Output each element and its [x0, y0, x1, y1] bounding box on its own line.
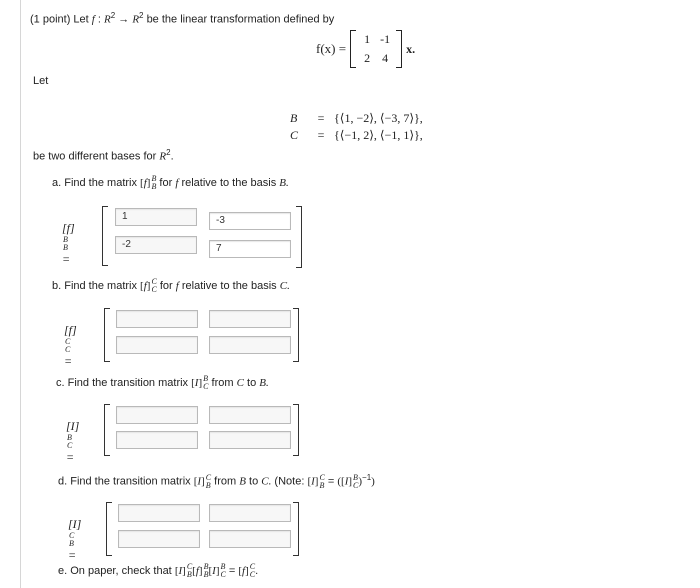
matrix-a-cell-11[interactable]: 1: [115, 208, 197, 226]
right-bracket: [396, 30, 402, 68]
transformation-definition: f(x) = 1 -1 2 4 x.: [316, 30, 415, 68]
matrix-b-cell-21[interactable]: [116, 336, 198, 354]
matrix-b-cell-12[interactable]: [209, 310, 291, 328]
matrix-d-cell-21[interactable]: [118, 530, 200, 548]
part-b-prompt: b. Find the matrix [f] C C for f relative to the basis C.: [52, 277, 290, 294]
matrix-a-cell-21[interactable]: -2: [115, 236, 197, 254]
matrix-d-cell-11[interactable]: [118, 504, 200, 522]
matrix-c-cell-21[interactable]: [116, 431, 198, 449]
bases-definition: [290, 110, 423, 144]
matrix-b-cell-22[interactable]: [209, 336, 291, 354]
matrix-b-cell-11[interactable]: [116, 310, 198, 328]
part-a-prompt: a. Find the matrix [f] B B for f relative to the basis B.: [52, 174, 289, 191]
basis-b-row: B = {⟨1, −2⟩, ⟨−3, 7⟩},: [290, 111, 423, 125]
part-e-prompt: e. On paper, check that [I] C B [f] B B [I] B C = [f] C C .: [58, 562, 259, 579]
matrix-d-cell-22[interactable]: [209, 530, 291, 548]
matrix-a-cell-12[interactable]: -3: [209, 212, 291, 230]
matrix-b-label: [f] C C =: [64, 323, 77, 369]
matrix-c-cell-22[interactable]: [209, 431, 291, 449]
matrix-c-cell-12[interactable]: [209, 406, 291, 424]
matrix-d-label: [I] C B =: [68, 517, 82, 563]
matrix-c-cell-11[interactable]: [116, 406, 198, 424]
part-c-prompt: c. Find the transition matrix [I] B C from C to B.: [56, 374, 269, 391]
basis-c-row: C = {⟨−1, 2⟩, ⟨−1, 1⟩},: [290, 128, 423, 142]
transformation-matrix: 1 -1 2 4: [364, 32, 391, 65]
bases-caption: be two different bases for $R^2$.: [33, 148, 174, 163]
matrix-a-cell-22[interactable]: 7: [209, 240, 291, 258]
matrix-d-cell-12[interactable]: [209, 504, 291, 522]
problem-header: (1 point) Let f : $R^2 \to R^2$ be the linear transformation defined by: [30, 11, 335, 26]
matrix-a-label: [f] B B =: [62, 221, 75, 267]
let-label: Let: [33, 75, 49, 87]
part-d-prompt: d. Find the transition matrix [I] C B from B to C. (Note: [I] C B = ([I] B C )$^{-1}$): [58, 472, 375, 490]
question-frame: [20, 0, 700, 588]
matrix-c-label: [I] B C =: [66, 419, 80, 465]
